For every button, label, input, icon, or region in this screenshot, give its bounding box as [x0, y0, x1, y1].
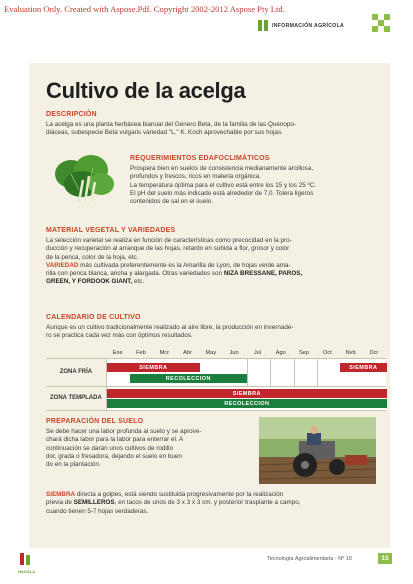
siembra-bar: SIEMBRA [107, 389, 387, 398]
logo-subtitle: HAGÁLA [18, 569, 36, 574]
requerimientos-line: El pH del suelo más indicado está alrededor de 7,0. Tolera ligeros [130, 189, 314, 197]
siembra-line: cuando tienen 5-7 hojas verdaderas. [46, 507, 149, 515]
calendario-heading: CALENDARIO DE CULTIVO [46, 314, 141, 321]
tractor-photo [259, 417, 376, 484]
month-label: Feb [136, 350, 146, 356]
preparacion-heading: PREPARACIÓN DEL SUELO [46, 418, 144, 425]
calendario-line: ro se practica cada vez más con óptimos resultados. [46, 332, 193, 340]
siembra-text [46, 491, 300, 516]
material-line: de la penca, color de la hoja, etc. [46, 253, 139, 261]
material-line: La selección varietal se realiza en función de características como precocidad en la pro- [46, 237, 292, 244]
month-label: Sep [299, 350, 309, 356]
descripcion-line: La acelga es una planta herbácea bianual del Género Beta, de la familia de las Quenopo- [46, 121, 296, 128]
siembra-bar: SIEMBRA [340, 363, 387, 372]
preparacion-line: do en la plantación. [46, 461, 101, 469]
calendario-text [46, 324, 293, 341]
schedule-grid [106, 387, 386, 410]
zone-label: ZONA TEMPLADA [50, 395, 102, 402]
publisher-logo [18, 551, 32, 567]
requerimientos-line: Prospera bien en suelos de consistencia medianamente arcillosa, [130, 165, 314, 172]
month-label: Oct [322, 350, 332, 356]
month-label: May [205, 350, 217, 356]
requerimientos-line: La temperatura óptima para el cultivo está entre los 15 y los 25 ºC. [130, 181, 317, 189]
recoleccion-bar: RECOLECCION [130, 374, 247, 383]
month-label: Ago [275, 350, 286, 356]
preparacion-line: Se debe hacer una labor profunda al suelo y se aprove- [46, 428, 202, 435]
month-header [106, 349, 386, 358]
variedad-highlight: VARIEDAD [46, 261, 79, 269]
schedule-grid [106, 359, 386, 386]
month-label: Mrz [159, 350, 169, 356]
varieties-bold: NIZA BRESSANE, PAROS, [222, 270, 303, 278]
footer-publication: Tecnología Agroalimentaria - Nº 10 [267, 556, 352, 562]
header-stripe [258, 20, 262, 31]
material-heading: MATERIAL VEGETAL Y VARIEDADES [46, 227, 176, 234]
siembra-line: directa a golpes, está siendo sustituida progresivamente por la realización [75, 491, 284, 498]
header-stripe [264, 20, 268, 31]
preparacion-line: continuación se darán unos cultivos de rodillo [46, 444, 174, 452]
header-section [258, 20, 368, 31]
material-line: etc. [132, 278, 145, 286]
crop-calendar [46, 349, 386, 411]
zone-label: ZONA FRÍA [59, 369, 93, 376]
month-label: Abr [183, 350, 192, 356]
page-title: Cultivo de la acelga [46, 78, 246, 103]
schedule-row-cold [46, 358, 386, 386]
recoleccion-bar: RECOLECCION [107, 399, 387, 408]
descripcion-heading: DESCRIPCIÓN [46, 111, 97, 118]
month-label: Jun [229, 350, 239, 356]
calendario-line: Aunque es un cultivo tradicionalmente realizado al aire libre, la producción en invernade- [46, 324, 294, 331]
siembra-line: , en tacos de unos de 3 x 3 x 3 cm. y posterior trasplante a campo, [114, 499, 301, 507]
header-section-label: INFORMACIÓN AGRÍCOLA [272, 22, 345, 29]
semilleros-bold: SEMILLEROS [73, 499, 115, 507]
material-line: rilla con penca blanca, ancha y alargada. Otras variedades son [46, 270, 223, 278]
siembra-highlight: SIEMBRA [46, 491, 76, 498]
descripcion-line: diáceas, subespecie Beta vulgaris variedad "L." K. Koch aprovechable por sus hojas. [46, 129, 283, 137]
requerimientos-heading: REQUERIMIENTOS EDAFOCLIMÁTICOS [130, 155, 270, 162]
material-text [46, 237, 302, 287]
requerimientos-line: profundos y frescos, ricos en materia orgánica. [130, 173, 261, 181]
month-label: Ene [112, 350, 123, 356]
preparacion-text [46, 428, 201, 469]
month-label: Jul [253, 350, 261, 356]
corner-pattern [372, 14, 390, 32]
month-label: Nvb [345, 350, 356, 356]
chard-image [49, 150, 119, 208]
requerimientos-line: contenidos de sal en el suelo. [130, 198, 213, 206]
page-number: 15 [378, 553, 392, 564]
siembra-bar: SIEMBRA [107, 363, 200, 372]
material-line: más cultivada preferentemente es la Amarilla de Lyon, de hojas verde ama- [78, 261, 291, 269]
descripcion-text [46, 121, 296, 138]
varieties-bold: GREEN, Y FORDOOK GIANT, [46, 278, 133, 286]
material-line: ducción y recuperación al arranque de las hojas, retardo en subida a flor, grosor y color [46, 245, 290, 253]
preparacion-line: dor, grada o fresadora, dejando el suelo en buen [46, 452, 182, 460]
preparacion-line: chará dicha labor para la labor para enterrar el. A [46, 436, 184, 444]
watermark: Evaluation Only. Created with Aspose.Pdf. Copyright 2002-2012 Aspose Pty Ltd. [4, 4, 285, 14]
month-label: Dcr [369, 350, 379, 356]
schedule-row-temperate [46, 386, 386, 411]
siembra-line: previa de [46, 499, 74, 507]
requerimientos-text [130, 165, 316, 206]
